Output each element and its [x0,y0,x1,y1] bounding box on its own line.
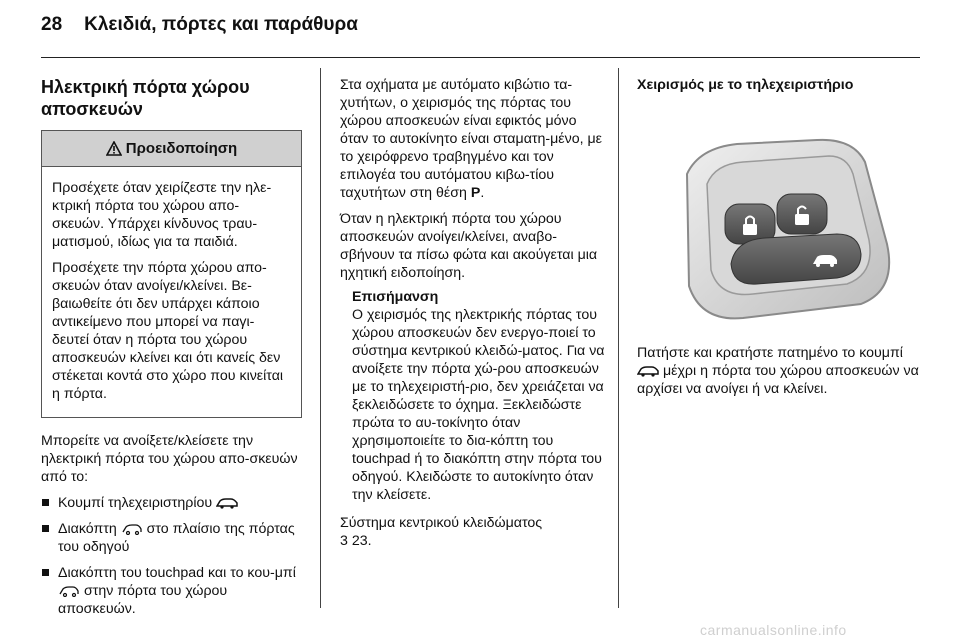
remote-key-illustration [647,104,901,329]
warning-title: Προειδοποίηση [42,131,301,167]
page-number: 28 [41,14,63,35]
page-header [41,14,358,36]
column-divider-2 [618,68,619,608]
tailgate-remote-icon [216,497,238,509]
note-title: Επισήμανση [352,289,439,305]
warning-paragraph: Προσέχετε την πόρτα χώρου απο-σκευών όταν ανοίγει/κλείνει. Βε-βαιωθείτε ότι δεν υπάρχει κάποιο αντικείμενο που μπορεί να παγι-δευτεί όταν η πόρτα του χώρου αποσκευών κλείνει και ότι κανείς δεν στέκεται κοντά στο χώρο που κινείται η πόρτα. [52,260,284,402]
bullet-icon [42,525,49,532]
column-divider-1 [320,68,321,608]
warning-body [42,167,301,417]
list-item: Διακόπτη του touchpad και το κου-μπί στην πόρτα του χώρου αποσκευών. [41,564,302,618]
gear-position: P [470,185,481,201]
note-box [340,288,605,504]
tailgate-switch-icon [58,585,80,597]
list-item: Κουμπί τηλεχειριστηρίου [41,494,302,512]
bullet-icon [42,569,49,576]
list-item: Διακόπτη στο πλαίσιο της πόρτας του οδηγού [41,520,302,556]
reference-page: 23. [351,533,372,549]
warning-triangle-icon [106,141,122,156]
chapter-title: Κλειδιά, πόρτες και παράθυρα [84,14,358,35]
column-1 [41,76,302,626]
section-title: Ηλεκτρική πόρτα χώρου αποσκευών [41,77,250,119]
warning-paragraph: Προσέχετε όταν χειρίζεστε την ηλε-κτρική πόρτα του χώρου απο-σκευών. Υπάρχει κίνδυνος τραυ-ματισμού, ιδίως για τα παιδιά. [52,180,272,250]
intro-paragraph: Μπορείτε να ανοίξετε/κλείσετε την ηλεκτρική πόρτα του χώρου απο-σκευών από το: [41,433,298,485]
watermark: carmanualsonline.info [700,622,847,638]
tailgate-remote-icon [637,365,659,377]
subsection-title: Χειρισμός με το τηλεχειριστήριο [637,77,854,93]
remote-instruction: Πατήστε και κρατήστε πατημένο το κουμπί μέχρι η πόρτα του χώρου αποσκευών να αρχίσει να ανοίγει ή να κλείνει. [637,345,919,397]
signal-paragraph: Όταν η ηλεκτρική πόρτα του χώρου αποσκευών ανοίγει/κλείνει, αναβο-σβήνουν τα πίσω φώτα και ακούγεται μια ηχητική ειδοποίηση. [340,211,598,281]
transmission-paragraph: Στα οχήματα με αυτόματο κιβώτιο τα-χυτήτων, ο χειρισμός της πόρτας του χώρου αποσκευών είναι εφικτός μόνο όταν το αυτοκίνητο είναι σταματη-μένο, με το χειρόφρενο τραβηγμένο και τον επιλογέα του αυτόματου κιβω-τίου ταχυτήτων στη θέση P. [340,77,602,201]
column-3 [637,76,919,398]
header-rule [41,57,920,58]
bullet-icon [42,499,49,506]
note-text: Ο χειρισμός της ηλεκτρικής πόρτας του χώρου αποσκευών δεν ενεργο-ποιεί το σύστημα κεντρικού κλειδώ-ματος. Για να ανοίξετε την πόρτα χώ-ρου αποσκευών με το τηλεχειριστή-ριο, δεν χρειάζεται να ξεκλειδώσετε το όχημα. Ξεκλειδώστε πρώτα το αυ-τοκίνητο όταν χρησιμοποιείτε το δια-κόπτη του touchpad ή το διακόπτη στην πόρτα του οδηγού. Κλειδώστε το αυτοκίνητο όταν την κλείσετε. [352,307,605,503]
tailgate-switch-icon [121,523,143,535]
cross-reference: Σύστημα κεντρικού κλειδώματος 3 23. [340,515,543,549]
operation-list [41,494,302,618]
warning-box [41,130,302,418]
column-2 [340,76,605,550]
arrow-reference-icon: 3 [340,533,348,549]
